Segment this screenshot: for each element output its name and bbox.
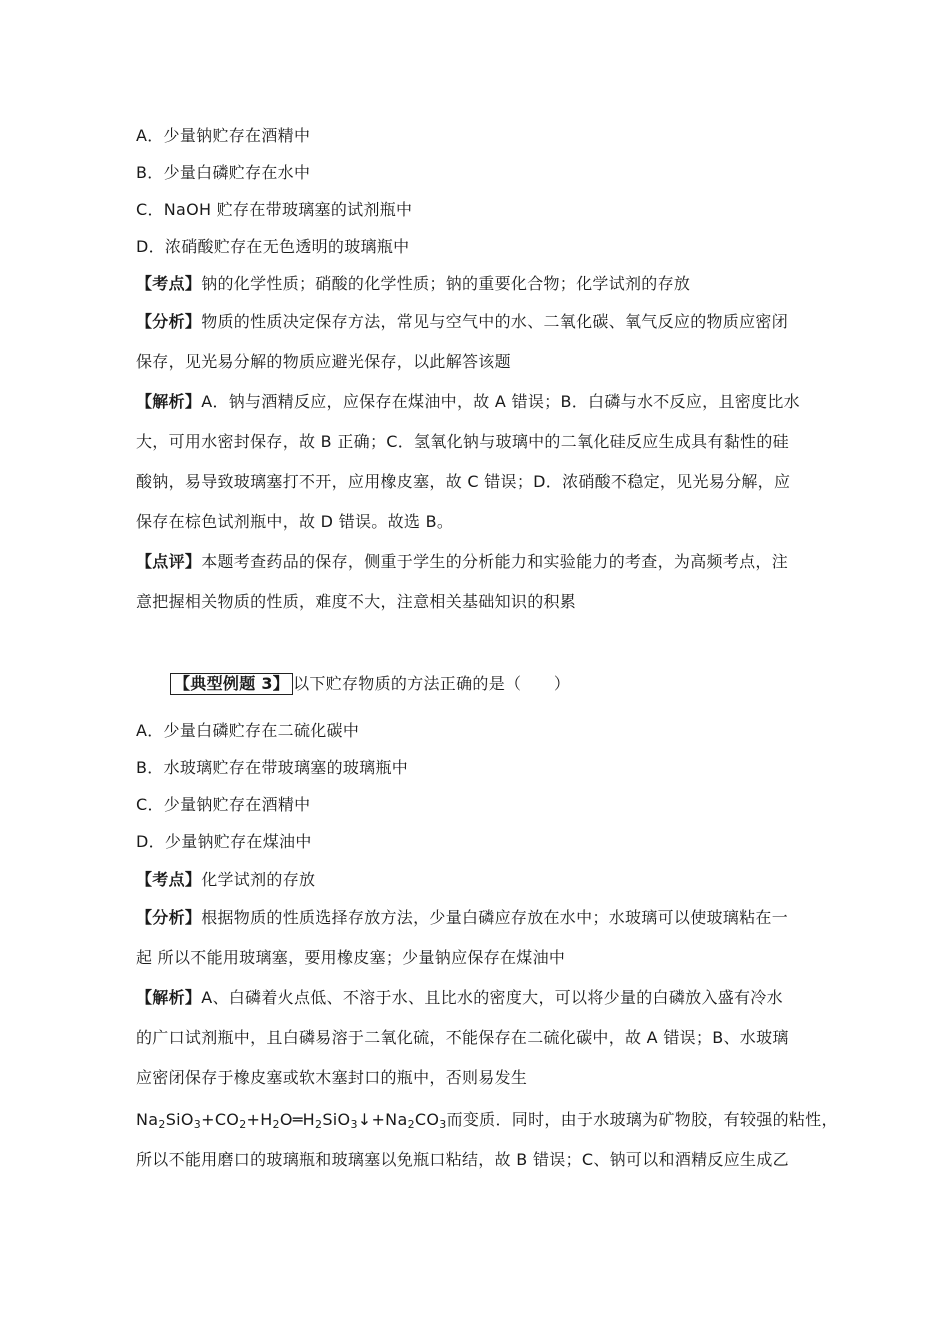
q3-stem: 以下贮存物质的方法正确的是（ ） <box>293 674 571 693</box>
q2-jiexi-line4: 保存在棕色试剂瓶中，故 D 错误。故选 B。 <box>136 512 454 531</box>
q2-jiexi-line3: 酸钠，易导致玻璃塞打不开，应用橡皮塞，故 C 错误；D．浓硝酸不稳定，见光易分解，应 <box>136 472 791 491</box>
q2-jiexi-line2: 大，可用水密封保存，故 B 正确；C．氢氧化钠与玻璃中的二氧化硅反应生成具有黏性的硅 <box>136 432 789 451</box>
q2-option-a: A．少量钠贮存在酒精中 <box>136 126 311 145</box>
formula-subscript: 3 <box>193 1118 202 1131</box>
formula-part: O═H <box>279 1110 316 1129</box>
q2-kaodian-text: 钠的化学性质；硝酸的化学性质；钠的重要化合物；化学试剂的存放 <box>201 274 691 293</box>
q2-dianping <box>136 550 816 574</box>
formula-part: +H <box>246 1110 273 1129</box>
formula-subscript: 2 <box>158 1118 166 1131</box>
q2-jiexi <box>136 390 816 414</box>
q3-fenxi <box>136 906 816 930</box>
q2-option-c: C．NaOH 贮存在带玻璃塞的试剂瓶中 <box>136 200 413 219</box>
q3-jiexi-label: 【解析】 <box>136 988 202 1007</box>
q3-example-label: 【典型例题 3】 <box>170 673 293 695</box>
q2-option-d: D．浓硝酸贮存在无色透明的玻璃瓶中 <box>136 237 410 256</box>
formula-part: SiO <box>322 1110 351 1129</box>
formula-part: Na <box>136 1110 159 1129</box>
formula-subscript: 2 <box>272 1118 280 1131</box>
q2-option-b: B．少量白磷贮存在水中 <box>136 163 311 182</box>
formula-subscript: 2 <box>315 1118 323 1131</box>
formula-part: CO <box>414 1110 440 1129</box>
q3-jiexi-line5: 所以不能用磨口的玻璃瓶和玻璃塞以免瓶口粘结，故 B 错误；C、钠可以和酒精反应生成乙 <box>136 1150 789 1169</box>
q3-option-c: C．少量钠贮存在酒精中 <box>136 795 311 814</box>
q3-jiexi <box>136 986 816 1010</box>
q2-fenxi-line2: 保存，见光易分解的物质应避光保存，以此解答该题 <box>136 352 511 371</box>
q3-fenxi-label: 【分析】 <box>136 908 202 927</box>
q3-header <box>170 672 850 696</box>
q2-dianping-line1: 本题考查药品的保存，侧重于学生的分析能力和实验能力的考查，为高频考点，注 <box>201 552 789 571</box>
q3-option-a: A．少量白磷贮存在二硫化碳中 <box>136 721 360 740</box>
formula-subscript: 3 <box>439 1118 447 1131</box>
q3-fenxi-line2: 起 所以不能用玻璃塞，要用橡皮塞；少量钠应保存在煤油中 <box>136 948 566 967</box>
q2-dianping-line2: 意把握相关物质的性质，难度不大，注意相关基础知识的积累 <box>136 592 577 611</box>
q2-kaodian <box>136 272 816 296</box>
q3-jiexi-line3: 应密闭保存于橡皮塞或软木塞封口的瓶中，否则易发生 <box>136 1068 528 1087</box>
q2-fenxi-line1: 物质的性质决定保存方法，常见与空气中的水、二氧化碳、氧气反应的物质应密闭 <box>201 312 789 331</box>
q2-jiexi-label: 【解析】 <box>136 392 202 411</box>
q3-fenxi-line1: 根据物质的性质选择存放方法，少量白磷应存放在水中；水玻璃可以使玻璃粘在一 <box>201 908 789 927</box>
q3-option-d: D．少量钠贮存在煤油中 <box>136 832 312 851</box>
q2-fenxi <box>136 310 816 334</box>
formula-part: ↓+Na <box>357 1110 408 1129</box>
formula-subscript: 2 <box>407 1118 415 1131</box>
q3-option-b: B．水玻璃贮存在带玻璃塞的玻璃瓶中 <box>136 758 409 777</box>
formula-subscript: 2 <box>239 1118 247 1131</box>
q3-chemical-equation-line <box>136 1108 838 1132</box>
q2-dianping-label: 【点评】 <box>136 552 202 571</box>
q3-kaodian-text: 化学试剂的存放 <box>201 870 316 889</box>
q2-kaodian-label: 【考点】 <box>136 274 202 293</box>
q3-jiexi-line1: A、白磷着火点低、不溶于水、且比水的密度大，可以将少量的白磷放入盛有冷水 <box>201 988 783 1007</box>
formula-subscript: 3 <box>350 1118 358 1131</box>
q2-fenxi-label: 【分析】 <box>136 312 202 331</box>
q3-kaodian <box>136 868 816 892</box>
q3-kaodian-label: 【考点】 <box>136 870 202 889</box>
formula-part: +CO <box>201 1110 240 1129</box>
q3-jiexi-line2: 的广口试剂瓶中，且白磷易溶于二氧化硫，不能保存在二硫化碳中，故 A 错误；B、水玻璃 <box>136 1028 789 1047</box>
formula-trailing-text: 而变质．同时，由于水玻璃为矿物胶，有较强的粘性， <box>446 1110 838 1129</box>
formula-part: SiO <box>165 1110 194 1129</box>
q2-jiexi-line1: A．钠与酒精反应，应保存在煤油中，故 A 错误；B．白磷与水不反应，且密度比水 <box>201 392 800 411</box>
